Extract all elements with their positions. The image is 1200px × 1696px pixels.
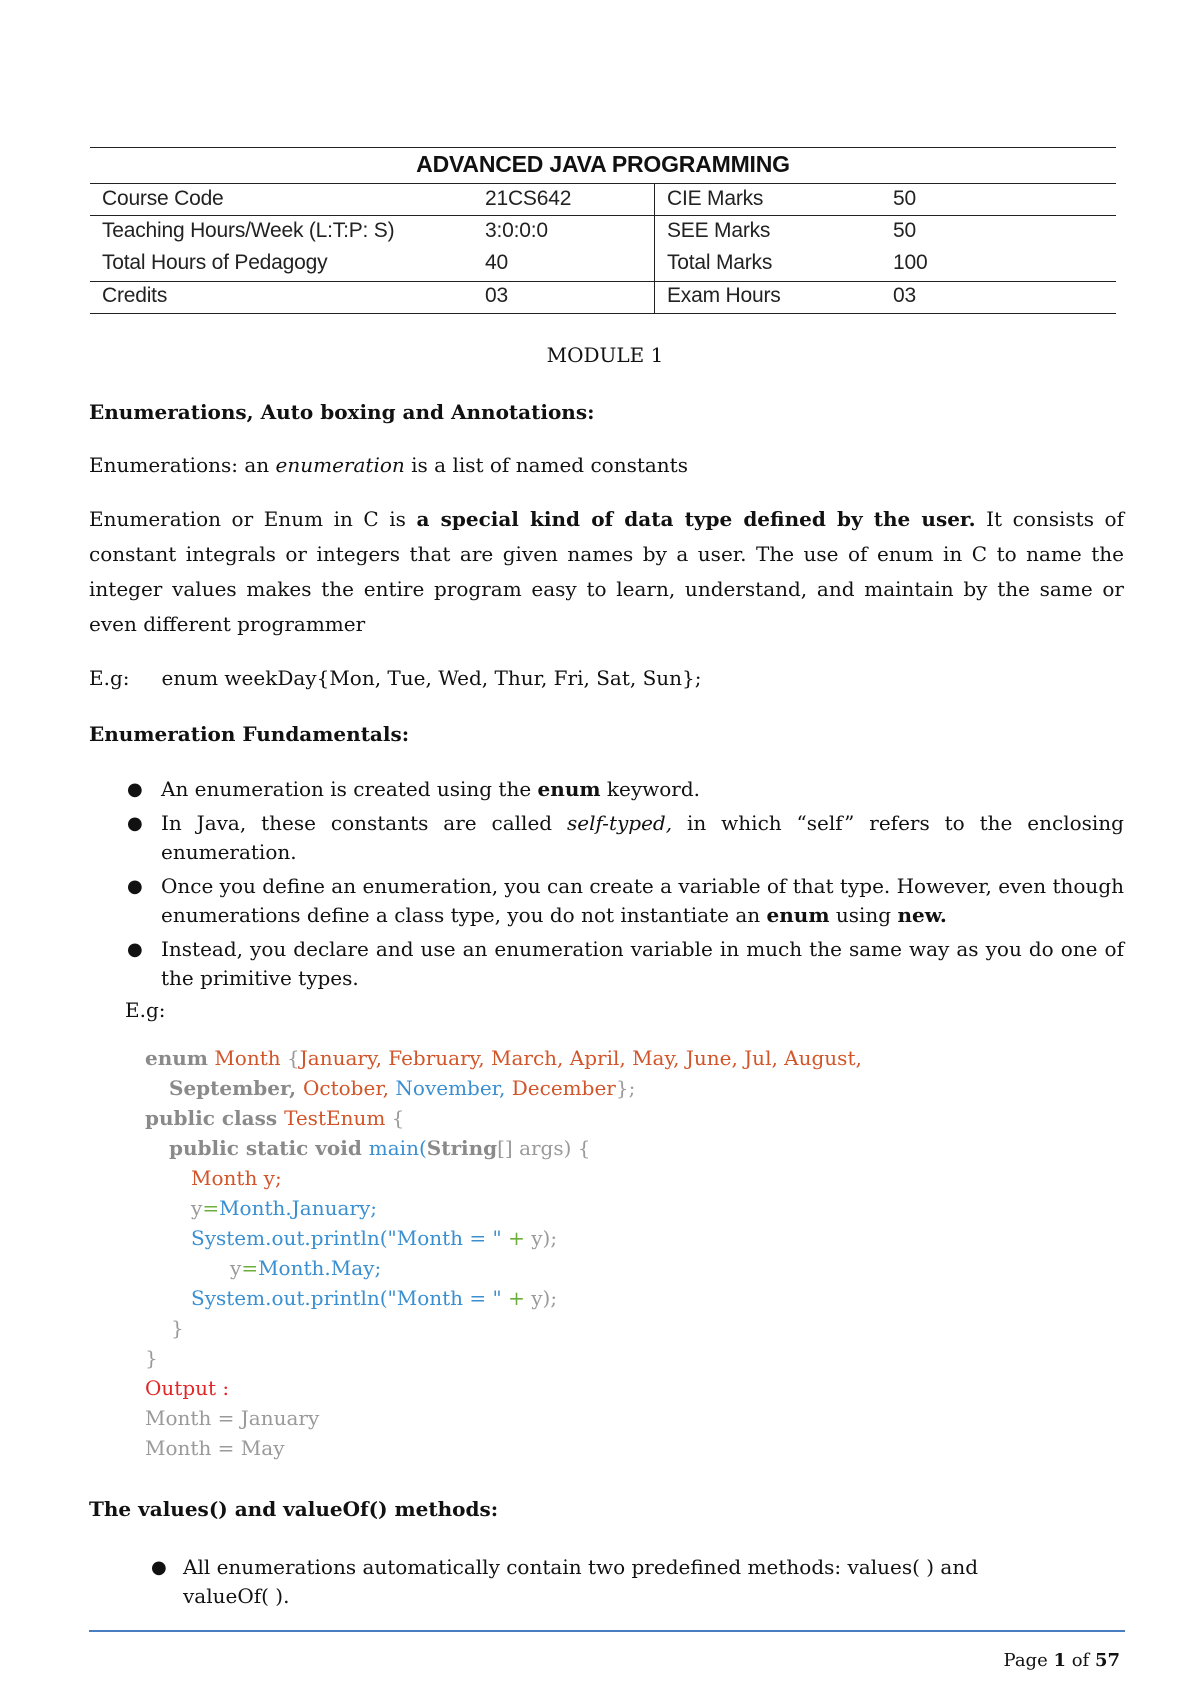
table-cell-label: SEE Marks xyxy=(667,219,771,242)
table-cell-label: Total Marks xyxy=(667,251,773,274)
output-line: Month = May xyxy=(145,1436,285,1460)
code-line: public static void main(String[] args) { xyxy=(169,1136,591,1160)
table-cell-value: 03 xyxy=(893,284,916,307)
example-line: E.g: enum weekDay{Mon, Tue, Wed, Thur, Fri, Sat, Sun}; xyxy=(89,666,702,690)
list-item: ● All enumerations automatically contain two predefined methods: values( ) and valueOf( ). xyxy=(151,1555,979,1608)
code-line: y=Month.January; xyxy=(191,1196,377,1220)
table-cell-value: 50 xyxy=(893,187,916,210)
table-cell-label: Exam Hours xyxy=(667,284,781,307)
definition-text: Enumerations: an enumeration is a list of named constants xyxy=(89,453,688,477)
list-item: ● An enumeration is created using the enum keyword. xyxy=(89,775,1124,804)
section-heading: Enumerations, Auto boxing and Annotations: xyxy=(89,400,595,424)
code-line: System.out.println("Month = " + y); xyxy=(191,1286,558,1310)
code-line: Month y; xyxy=(191,1166,282,1190)
table-cell-value: 03 xyxy=(485,284,508,307)
code-line: } xyxy=(145,1346,158,1370)
table-cell-value: 40 xyxy=(485,251,508,274)
code-line: } xyxy=(171,1316,184,1340)
table-cell-label: Total Hours of Pedagogy xyxy=(102,251,328,274)
table-rule xyxy=(90,313,1116,314)
code-line: System.out.println("Month = " + y); xyxy=(191,1226,558,1250)
course-title: ADVANCED JAVA PROGRAMMING xyxy=(416,151,790,177)
fundamentals-heading: Enumeration Fundamentals: xyxy=(89,722,410,746)
output-line: Month = January xyxy=(145,1406,320,1430)
footer-rule xyxy=(89,1630,1125,1632)
list-item: ● Once you define an enumeration, you can create a variable of that type. However, even though enumerations define a class type, you do not instantiate an enum using new. xyxy=(127,874,1124,927)
values-list xyxy=(89,1553,1069,1616)
bullet-icon: ● xyxy=(127,813,143,834)
bullet-icon: ● xyxy=(151,1557,167,1578)
output-label: Output : xyxy=(145,1376,230,1400)
table-cell-value: 3:0:0:0 xyxy=(485,219,548,242)
list-item: ● Instead, you declare and use an enumeration variable in much the same way as you do one of the primitive types. xyxy=(127,937,1124,990)
table-cell-value: 21CS642 xyxy=(485,187,572,210)
code-line: September, October, November, December}; xyxy=(169,1076,636,1100)
values-heading: The values() and valueOf() methods: xyxy=(89,1497,499,1521)
code-line: public class TestEnum { xyxy=(145,1106,405,1130)
enum-paragraph: Enumeration or Enum in C is a special kind of data type defined by the user. It consists of constant integrals or integers that are given names by a user. The use of enum in C to name the integer values makes the entire program easy to learn, understand, and maintain by the same or even different programmer xyxy=(89,507,1124,636)
fundamentals-list xyxy=(89,775,1124,998)
table-cell-label: Teaching Hours/Week (L:T:P: S) xyxy=(102,219,395,242)
table-rule xyxy=(90,215,1116,216)
table-top-rule xyxy=(90,147,1116,148)
code-line: y=Month.May; xyxy=(230,1256,382,1280)
table-cell-value: 50 xyxy=(893,219,916,242)
list-item: ● In Java, these constants are called self-typed, in which “self” refers to the enclosing enumeration. xyxy=(127,811,1124,864)
table-rule xyxy=(90,281,1116,282)
page-number: Page 1 of 57 xyxy=(1003,1650,1120,1671)
table-cell-label: Course Code xyxy=(102,187,224,210)
bullet-icon: ● xyxy=(127,876,143,897)
table-cell-label: Credits xyxy=(102,284,168,307)
table-rule xyxy=(90,183,1116,184)
bullet-icon: ● xyxy=(127,779,143,800)
table-cell-label: CIE Marks xyxy=(667,187,764,210)
module-title: MODULE 1 xyxy=(546,343,664,367)
table-cell-value: 100 xyxy=(893,251,928,274)
table-divider xyxy=(654,183,655,313)
bullet-icon: ● xyxy=(127,939,143,960)
code-line: enum Month {January, February, March, April, May, June, Jul, August, xyxy=(145,1046,862,1070)
example-label: E.g: xyxy=(125,998,166,1022)
